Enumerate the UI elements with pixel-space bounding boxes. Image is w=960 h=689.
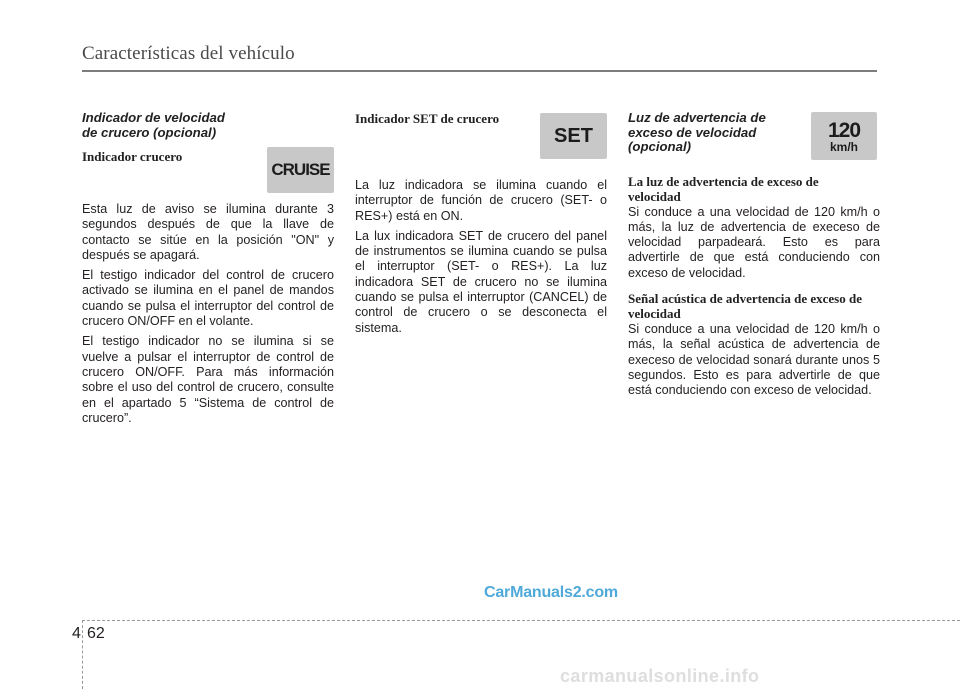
speed-unit: km/h xyxy=(829,139,858,154)
footer-site-watermark[interactable]: carmanualsonline.info xyxy=(560,666,760,686)
section-heading-cruise: Indicador de velocidad de crucero (opcional) xyxy=(82,110,225,140)
speed-value: 120 xyxy=(827,118,861,142)
header-divider xyxy=(82,70,877,72)
subheading-overspeed-light: La luz de advertencia de exceso de velocidad xyxy=(628,173,819,204)
paragraph: El testigo indicador no se ilumina si se vuelve a pulsar el interruptor de control de crucero ON/OFF. Para más información sobre el uso del control de crucero, consulte en el apartado 5 “Sistema de control de crucero”. xyxy=(82,334,334,425)
subheading-set-indicator: Indicador SET de crucero xyxy=(355,111,500,126)
paragraph: El testigo indicador del control de crucero activado se ilumina en el panel de mandos cuando se pulsa el interruptor del control de crucero ON/OFF en el volante. xyxy=(82,268,334,329)
page-header-title: Características del vehículo xyxy=(82,43,295,64)
subheading-overspeed-chime: Señal acústica de advertencia de exceso de velocidad xyxy=(628,290,862,321)
chapter-number: 4 xyxy=(72,625,81,642)
set-indicator-icon xyxy=(540,113,607,159)
paragraph: Esta luz de aviso se ilumina durante 3 segundos después de que la llave de contacto se sitúe en la posición "ON" y después se apagará. xyxy=(82,202,334,262)
subheading-cruise-indicator: Indicador crucero xyxy=(82,149,183,164)
cruise-icon-label: CRUISE xyxy=(271,160,330,179)
set-icon-label: SET xyxy=(554,124,593,147)
footer-divider xyxy=(82,620,960,621)
paragraph: Si conduce a una velocidad de 120 km/h o más, la señal acústica de advertencia de execeso de velocidad sonará durante unos 5 segundos. Esto es para advertirle de que está conduciendo con exceso de velocidad. xyxy=(628,321,880,398)
cruise-indicator-icon xyxy=(267,147,334,193)
paragraph: Si conduce a una velocidad de 120 km/h o más, la luz de advertencia de execeso de velocidad parpadeará. Esto es para advertirle de que está conduciendo con exceso de velocidad. xyxy=(628,204,880,280)
page-number: 62 xyxy=(87,625,105,642)
paragraph: La lux indicadora SET de crucero del panel de instrumentos se ilumina cuando se pulsa el interruptor (SET- o RES+). La luz indicadora SET de crucero no se ilumina cuando se pulsa el interruptor (CANCEL) de control de crucero o se desconecta el sistema. xyxy=(355,228,607,335)
watermark-link[interactable]: CarManuals2.com xyxy=(484,584,618,601)
footer-vertical-divider xyxy=(82,620,83,689)
overspeed-warning-icon xyxy=(811,112,877,160)
paragraph: La luz indicadora se ilumina cuando el interruptor de función de crucero (SET- o RES+) está en ON. xyxy=(355,178,607,223)
section-heading-overspeed: Luz de advertencia de exceso de velocidad (opcional) xyxy=(628,110,766,154)
